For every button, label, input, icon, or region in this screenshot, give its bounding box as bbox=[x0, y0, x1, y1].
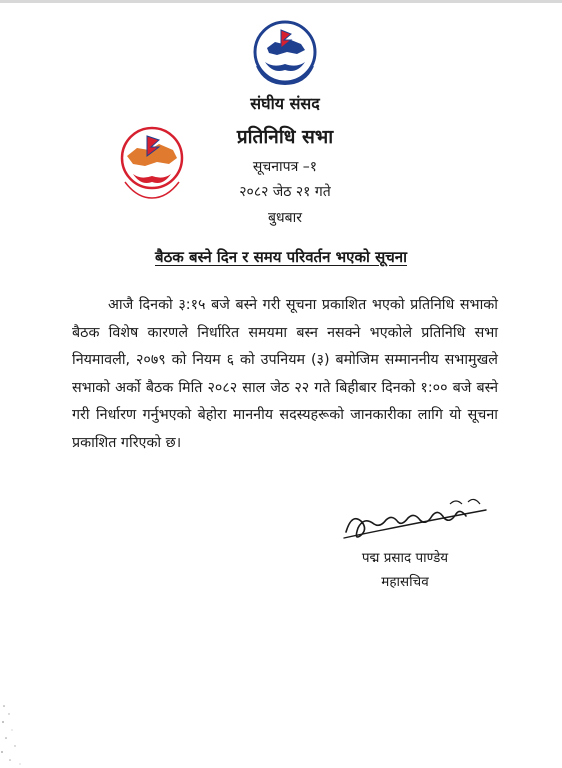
scan-speckle bbox=[0, 700, 30, 768]
handwritten-signature bbox=[340, 492, 490, 544]
notice-subject: बैठक बस्ने दिन र समय परिवर्तन भएको सूचना bbox=[155, 248, 407, 266]
notice-body: आजै दिनको ३:१५ बजे बस्ने गरी सूचना प्रकाशित भएको प्रतिनिधि सभाको बैठक विशेष कारणले निर्धारित समयमा बस्न नसक्ने भएकोले प्रतिनिधि सभा नियमावली, २०७९ को नियम ६ को उपनियम (३) बमोजिम सम्माननीय सभामुखले सभाको अर्को बैठक मिति २०८२ साल जेठ २२ गते बिहीबार दिनको १:०० बजे बस्ने गरी निर्धारण गर्नुभएको बेहोरा माननीय सदस्यहरूको जानकारीका लागि यो सूचना प्रकाशित गरिएको छ। bbox=[72, 297, 498, 451]
notice-weekday: बुधबार bbox=[268, 210, 302, 226]
notice-number: सूचनापत्र –१ bbox=[252, 159, 318, 175]
house-name: प्रतिनिधि सभा bbox=[236, 126, 334, 148]
parliament-map-logo bbox=[117, 126, 187, 206]
parliament-name: संघीय संसद bbox=[250, 94, 320, 113]
signer-title: महासचिव bbox=[381, 574, 429, 590]
signer-name: पद्म प्रसाद पाण्डेय bbox=[361, 550, 449, 566]
parliament-emblem-logo bbox=[247, 18, 323, 94]
notice-date: २०८२ जेठ २१ गते bbox=[239, 184, 331, 200]
top-border bbox=[0, 0, 562, 3]
